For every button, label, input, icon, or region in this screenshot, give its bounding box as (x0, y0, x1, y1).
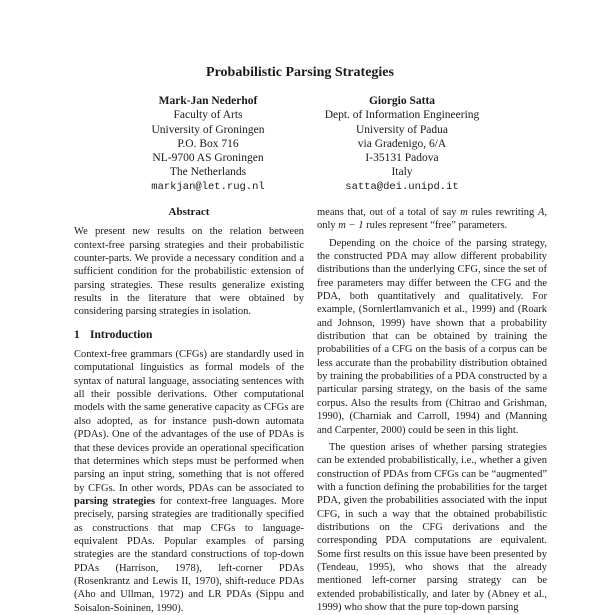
text-run: , only (317, 207, 547, 232)
author-country: Italy (391, 166, 413, 179)
bold-term: parsing strategies (74, 495, 156, 507)
text-run: Context-free grammars (CFGs) are standardly used in computational linguistics as formal models of the syntax of natural language, associating sentences with all their possible derivations. Other computational models with the same generative capacity as CFGs are also adopted, as for instance push-down automata (PDAs). One of the advantages of the use of PDAs is that these devices provide an operational specification that determines which steps must be performed when parsing an input string, something that is not offered by CFGs. In other words, PDAs can be associated to (74, 349, 304, 494)
right-column (317, 206, 547, 614)
section-number: 1 (74, 328, 80, 341)
author-name: Giorgio Satta (368, 95, 436, 107)
left-column (74, 206, 304, 615)
text-run: means that, out of a total of say (317, 207, 461, 218)
author-email: markjan@let.rug.nl (151, 180, 265, 193)
paper-title: Probabilistic Parsing Strategies (206, 65, 394, 80)
math-variable: A (537, 207, 545, 218)
author-address-line: I-35131 Padova (365, 152, 439, 165)
author-name: Mark-Jan Nederhof (158, 95, 258, 107)
author-affiliation-line: Dept. of Information Engineering (324, 109, 480, 122)
author-address-line: via Gradenigo, 6/A (357, 137, 447, 150)
text-run: rules rewriting (467, 207, 538, 218)
paragraph-parsing-strategy-choice: Depending on the choice of the parsing strategy, the constructed PDA may allow different probability distributions than the underlying CFG, since the set of free parameters may differ between the CFG and the PDA, both quantitatively and qualitatively. For example, (Sornlertlamvanich et al., 1999) and (Roark and Johnson, 1999) have shown that a probability distribution that can be obtained by training the probabilities of a CFG on the basis of a corpus can be less accurate than the probability distribution obtained by training the probabilities of a PDA constructed by a particular parsing strategy, on the basis of the same corpus. Also the results from (Chitrao and Grishman, 1990), (Charniak and Carroll, 1994) and (Manning and Carpenter, 2000) could be seen in this light. (317, 237, 547, 436)
text-run: for context-free languages. More precisely, parsing strategies are traditionally specified as constructions that map CFGs to language-equivalent PDAs. Popular examples of parsing strategies are the standard constructions of top-down PDAs (Harrison, 1978), left-corner PDAs (Rosenkrantz and Lewis II, 1970), shift-reduce PDAs (Aho and Ullman, 1972) and LR PDAs (Sippu and Soisalon-Soininen, 1990). (74, 495, 304, 614)
math-variable: m (460, 207, 468, 218)
author-email: satta@dei.unipd.it (345, 180, 459, 193)
author-address-line: NL-9700 AS Groningen (152, 152, 264, 165)
author-country: The Netherlands (169, 166, 247, 179)
author-address-line: P.O. Box 716 (177, 137, 239, 150)
text-run: rules represent “free” parameters. (363, 220, 508, 232)
abstract-text: We present new results on the relation between context-free parsing strategies and their probabilistic counter-parts. We provide a necessary condition and a sufficient condition for the probabilistic extension of parsing strategies. These results generalize existing results in the literature that were obtained by considering parsing strategies in isolation. (74, 226, 304, 318)
author-block-satta (282, 94, 522, 194)
abstract-heading: Abstract (168, 206, 210, 218)
section-title: Introduction (90, 328, 153, 341)
math-expression: m − 1 (338, 220, 364, 232)
author-affiliation-line: University of Padua (356, 123, 448, 136)
section-heading-introduction (74, 329, 304, 342)
author-affiliation-line: Faculty of Arts (173, 109, 243, 122)
author-affiliation-line: University of Groningen (151, 123, 265, 136)
continued-paragraph (317, 206, 547, 233)
paragraph-question: The question arises of whether parsing strategies can be extended probabilistically, i.e., whether a given construction of PDAs from CFGs can be “augmented” with a function defining the probabilities for the target PDA, given the probabilities associated with the input CFG, in such a way that the obtained probabilistic distributions on the CFG derivations and the corresponding PDA computations are equivalent. Some first results on this issue have been presented by (Tendeau, 1995), who shows that the already mentioned left-corner parsing strategy can be extended probabilistically, and later by (Abney et al., 1999) who show that the pure top-down parsing (317, 441, 547, 613)
intro-paragraph-1 (74, 348, 304, 615)
